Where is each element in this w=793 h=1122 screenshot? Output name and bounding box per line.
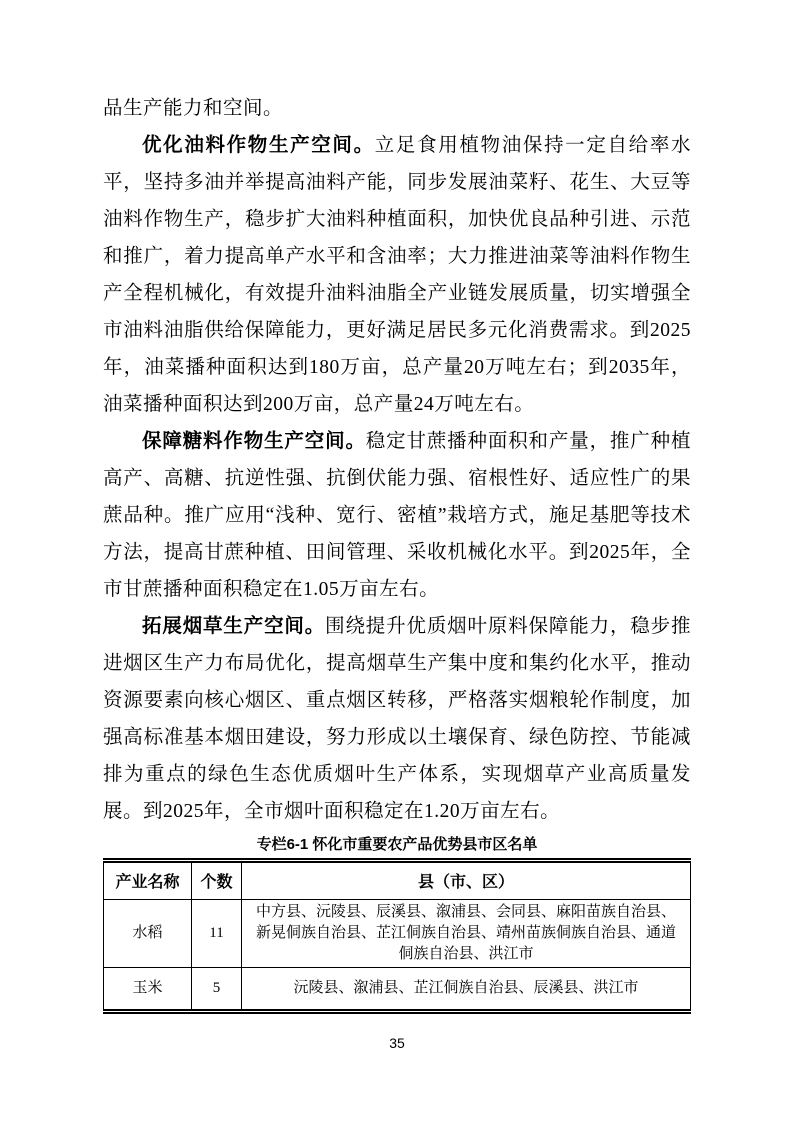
column-header-count: 个数 xyxy=(192,863,242,899)
column-header-industry: 产业名称 xyxy=(104,863,192,899)
cell-counties: 中方县、沅陵县、辰溪县、溆浦县、会同县、麻阳苗族自治县、新晃侗族自治县、芷江侗族自治县、靖州苗族侗族自治县、通道侗族自治县、洪江市 xyxy=(242,899,691,967)
cell-count: 11 xyxy=(192,899,242,967)
paragraph-lead: 优化油料作物生产空间。 xyxy=(142,135,375,156)
column-header-counties: 县（市、区） xyxy=(242,863,691,899)
paragraph-tobacco xyxy=(103,608,691,830)
paragraph-lead: 保障糖料作物生产空间。 xyxy=(142,431,366,452)
paragraph-oil-crops xyxy=(103,127,691,423)
table-title: 专栏6-1 怀化市重要农产品优势县市区名单 xyxy=(256,836,538,853)
cell-industry: 玉米 xyxy=(104,967,192,1009)
paragraph-lead: 拓展烟草生产空间。 xyxy=(142,616,326,637)
advantage-counties-table xyxy=(103,858,691,1014)
table-row-rice xyxy=(104,899,691,967)
table-row-corn xyxy=(104,967,691,1009)
cell-counties: 沅陵县、溆浦县、芷江侗族自治县、辰溪县、洪江市 xyxy=(242,967,691,1009)
paragraph-sugar-crops xyxy=(103,423,691,608)
paragraph-continuation xyxy=(103,90,691,127)
cell-count: 5 xyxy=(192,967,242,1009)
paragraph-text: 品生产能力和空间。 xyxy=(103,98,284,119)
paragraph-text: 围绕提升优质烟叶原料保障能力，稳步推进烟区生产力布局优化，提高烟草生产集中度和集约化水平，推动资源要素向核心烟区、重点烟区转移，严格落实烟粮轮作制度，加强高标准基本烟田建设，努力形成以土壤保育、绿色防控、节能减排为重点的绿色生态优质烟叶生产体系，实现烟草产业高质量发展。到2025年，全市烟叶面积稳定在1.20万亩左右。 xyxy=(103,616,691,822)
page-number: 35 xyxy=(389,1035,405,1051)
table-header-row xyxy=(104,863,691,899)
paragraph-text: 稳定甘蔗播种面积和产量，推广种植高产、高糖、抗逆性强、抗倒伏能力强、宿根性好、适应性广的果蔗品种。推广应用“浅种、宽行、密植”栽培方式，施足基肥等技术方法，提高甘蔗种植、田间管理、采收机械化水平。到2025年，全市甘蔗播种面积稳定在1.05万亩左右。 xyxy=(103,431,691,600)
paragraph-text: 立足食用植物油保持一定自给率水平，坚持多油并举提高油料产能，同步发展油菜籽、花生、大豆等油料作物生产，稳步扩大油料种植面积，加快优良品种引进、示范和推广，着力提高单产水平和含油率；大力推进油菜等油料作物生产全程机械化，有效提升油料油脂全产业链发展质量，切实增强全市油料油脂供给保障能力，更好满足居民多元化消费需求。到2025年，油菜播种面积达到180万亩，总产量20万吨左右；到2035年，油菜播种面积达到200万亩，总产量24万吨左右。 xyxy=(103,135,691,415)
cell-industry: 水稻 xyxy=(104,899,192,967)
